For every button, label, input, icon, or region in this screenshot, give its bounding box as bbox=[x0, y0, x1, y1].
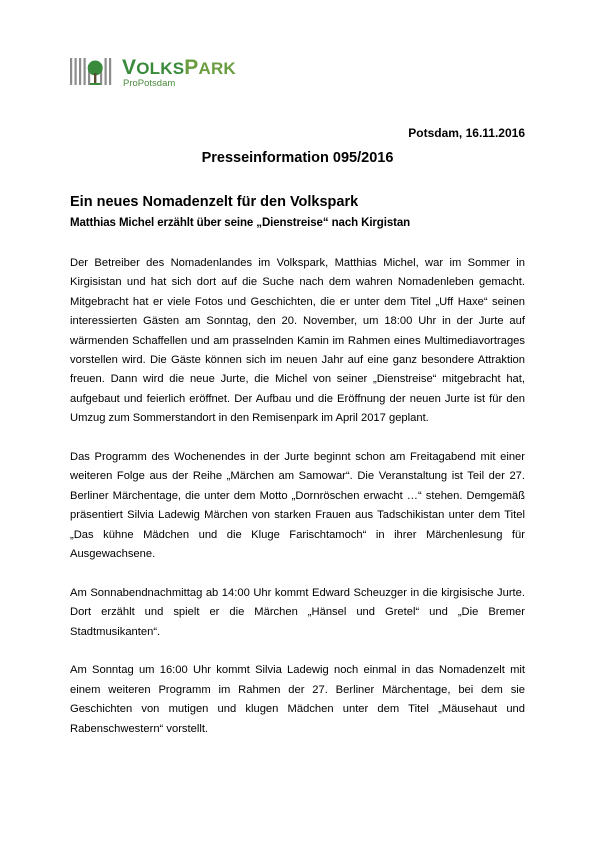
paragraph: Der Betreiber des Nomadenlandes im Volkspark, Matthias Michel, war im Sommer in Kirgisistan und hat sich dort auf die Suche nach dem wahren Nomadenleben gemacht. Mitgebracht hat er viele Fotos und Geschichten, die er unter dem Titel „Uff Haxe“ seinen interessierten Gästen am Sonntag, den 20. November, um 18:00 Uhr in der Jurte auf wärmenden Schaffellen und am prasselnden Kamin im Rahmen eines Multimediavortrages vorstellen wird. Die Gäste können sich im neuen Jahr auf eine ganz besondere Attraktion freuen. Dann wird die neue Jurte, die Michel von seiner „Dienstreise“ mitgebracht hat, aufgebaut und feierlich eröffnet. Der Aufbau und die Eröffnung der neuen Jurte ist für den Umzug zum Sommerstandort in den Remisenpark im April 2017 geplant. bbox=[70, 257, 525, 425]
park-gate-tree-icon bbox=[70, 55, 118, 87]
volkspark-logo bbox=[70, 55, 270, 89]
brand-name: VOLKSPARK bbox=[122, 56, 236, 79]
press-info-title: Presseinformation 095/2016 bbox=[201, 150, 394, 166]
paragraph: Am Sonnabendnachmittag ab 14:00 Uhr kommt Edward Scheuzger in die kirgisische Jurte. Dort erzählt und spielt er die Märchen „Hänsel und Gretel“ und „Die Bremer Stadtmusikanten“. bbox=[70, 586, 525, 638]
subheadline: Matthias Michel erzählt über seine „Dienstreise“ nach Kirgistan bbox=[70, 217, 411, 229]
paragraph: Am Sonntag um 16:00 Uhr kommt Silvia Ladewig noch einmal in das Nomadenzelt mit einem weiteren Programm im Rahmen der 27. Berliner Märchentage, bei dem sie Geschichten von mutigen und klugen Mädchen unter dem Titel „Mäusehaut und Rabenschwestern“ vorstellt. bbox=[70, 664, 525, 735]
headline: Ein neues Nomadenzelt für den Volkspark bbox=[70, 194, 359, 210]
brand-subtitle: ProPotsdam bbox=[123, 78, 176, 89]
article-body bbox=[70, 254, 525, 759]
paragraph: Das Programm des Wochenendes in der Jurte beginnt schon am Freitagabend mit einer weiteren Folge aus der Reihe „Märchen am Samowar“. Die Veranstaltung ist Teil der 27. Berliner Märchentage, die unter dem Motto „Dornröschen erwacht …“ stehen. Demgemäß präsentiert Silvia Ladewig Märchen von starken Frauen aus Tadschikistan unter dem Titel „Das kühne Mädchen und die Kluge Farischtamoch“ in ihrer Märchenlesung für Ausgewachsene. bbox=[70, 451, 525, 561]
document-date: Potsdam, 16.11.2016 bbox=[408, 126, 525, 140]
